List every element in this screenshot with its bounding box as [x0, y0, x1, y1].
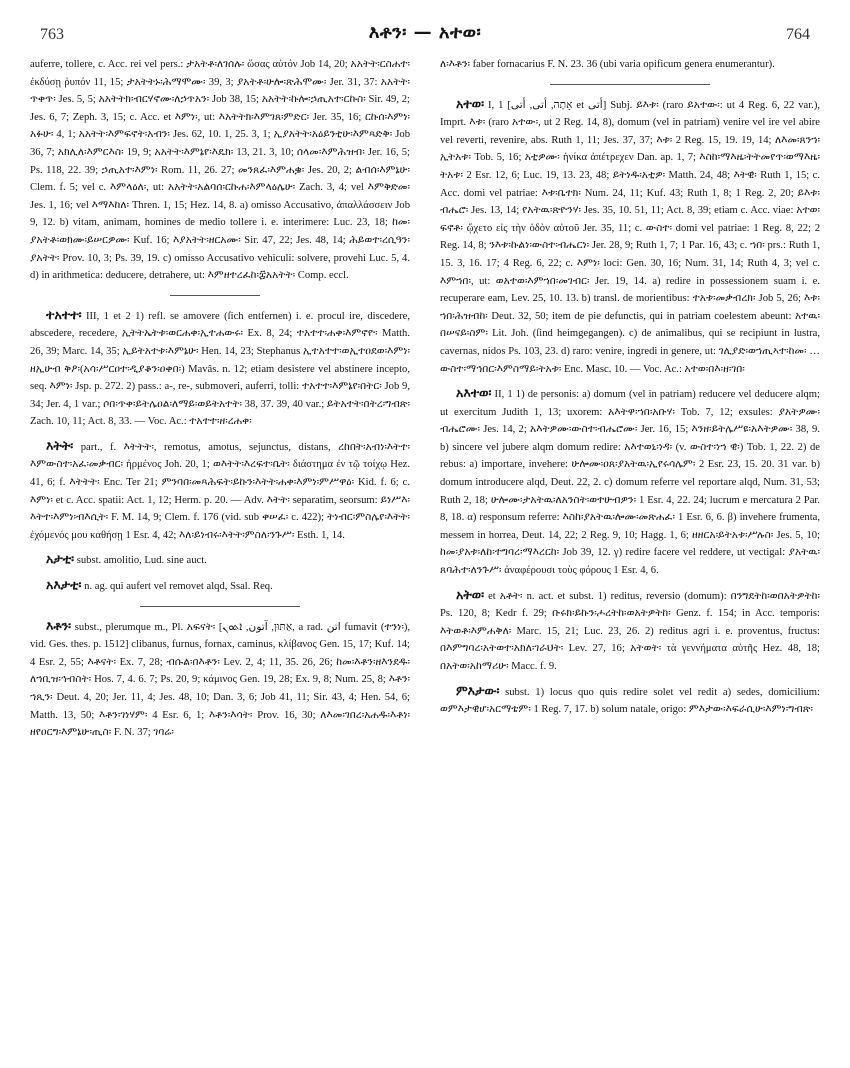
page-header [40, 22, 810, 46]
headword: ተአተተ፡ [46, 306, 82, 322]
entry-text: subst. amolitio, Lud. sine auct. [76, 555, 207, 567]
headword: እቶን፡ [46, 617, 72, 633]
section-divider [550, 84, 710, 85]
dictionary-entry [30, 617, 410, 742]
right-column [440, 54, 820, 1054]
entry-continuation [30, 54, 410, 285]
entry-text: n. ag. qui aufert vel removet alqd, Ssal. Req. [84, 581, 273, 593]
entry-text: et አቶት፡ n. act. et subst. 1) reditus, reversio (domum): በንግደትከ፡ወበአትዎትከ፡ Ps. 120, 8; Kedr f. 29; ቡሩክ፡ይኩን፡ሖረትከ፡ወአትዎትከ፡ Genz. f. 154; in Acc. temporis: እትወቶ፡እምሐቅለ፡ Marc. 15, 21; Luc. 23, 26. 2) reditus agri i. e. proventus, fructus: በእምግባረ፡አትወተ፡አክለ፡ገራህት፡ Lev. 27, 16; አትወት፡ τὰ γεννήματα αὐτῆς Hez. 48, 18; በአትወ፡አከማሪሁ፡ Macc. f. 9. [440, 590, 820, 672]
dictionary-entry [30, 306, 410, 431]
dictionary-entry [30, 576, 410, 596]
headword: አተወ፡ [456, 95, 485, 111]
entry-continuation [440, 54, 820, 74]
headword: እትት፡ [46, 437, 74, 453]
right-page-number: 764 [786, 26, 810, 43]
entry-text: III, 1 et 2 1) refl. se amovere (ſich entfernen) i. e. procul ire, discedere, abscedere, recedere, ኢትትኤትቱ፡ወርሐቀ፡ኢተሐውሩ፡ Ex. 8, 24; ተአተተ፡ሐቀ፡እምኖዮ፡ Matth. 26, 39; Marc. 14, 35; ኢይትአተቱ፡እምኔሁ፡ Hen. 14, 23; Stephanus ኢተአተተ፡ወኢተዐደወ፡እምነ፡ዘኢሁብ ቅዖ፡(አሳ፡ሥርዐተ፡ዲያቆን፡ዐቀበ፡) Mavâs. n. 12; etiam desistere vel abstinere incepto, seq. እምነ፡ Jsp. p. 272. 2) pass.: a-, re-, submoveri, auferri, tolli: ተአተተ፡እምኔየ፡በትር፡ Job 9, 34; Jer. 4, 1 var.; ሶበ፡ጥቀ፡ይትሌዐል፡ለማይ፡ወይትአተት፡ 38, 37. 39, 40 var.; ይትአተት፡በትረ፡ግብጽ፡ Zach. 10, 11; Act. 8, 33. — Voc. Ac.: ተአተተ፡ዘ፡ረሐቀ፡ [30, 310, 410, 428]
headword: አትወ፡ [456, 586, 485, 602]
headword: ምእታው፡ [456, 682, 500, 698]
left-column [30, 54, 410, 1054]
entry-text: ለ፡እቶን፡ faber fornacarius F. N. 23. 36 (ubi varia opificum genera enumerantur). [440, 59, 775, 70]
section-divider [140, 606, 300, 607]
dictionary-entry [30, 437, 410, 545]
dictionary-entry [30, 550, 410, 570]
entry-text: subst., plerumque m., Pl. አፍናት፡ [אַתּוּן, آتون, ܐܬܘܢ, a rad. اتن fumavit (ተንነ፡), vid. Ges. thes. p. 1512] clibanus, furnus, fornax, caminus, κλίβανος Gen. 15, 17; Kuf. 14; 4 Esr. 2, 55; እቶናት፡ Ex. 7, 28; ብሱል፡በእቶን፡ Lev. 2, 4; 11, 35. 26, 26; ከመ፡እቶን፡ዘእንደዱ፡ለኀቢዝ፡ኅብስት፡ Hos. 7, 4. 6. 7; Ps. 20, 9; κάμινος Gen. 19, 28; Ex. 9, 8; Num. 25, 8; እቶን፡ኀጺን፡ Deut. 4, 20; Jer. 11, 4; Jes. 48, 10; Dan. 3, 6; Job 41, 11; Sir. 43, 4; Hen. 54, 6; Matth. 13, 50; እቶን፡ገነሃም፡ 4 Esr. 6, 1; እቶን፡እሳት፡ Prov. 16, 30; ለእመ፡ገበረ፡አሐዱ፡እቶነ፡ዘየዐርግ፡እምኔሁ፡ጢስ፡ F. N. 37; ገባሬ፡ [30, 621, 410, 739]
headword: አታቲ፡ [46, 551, 75, 567]
entry-text: part., f. እትትት፡, remotus, amotus, sejunctus, distans, ረከበት፡አብነ፡እትተ፡እምውስተ፡አፈ፡መቃብር፡ ἠρμένος Joh. 20, 1; ወእትት፡እረፍተ፡ቤት፡ διάστημα ἐν τῷ τοίχῳ Hez. 41, 6; f. እትትት፡ Enc. Ter 21; ምንባበ፡መጻሕፍት፡ይኩን፡እትት፡ሐቀ፡እምነ፡ምሥዋዕ፡ Kid. f. 6; c. እምነ፡ et c. Acc. spatii: Act. 1, 12; Herm. p. 20. — Adv. እትት፡ separatim, seorsum: ይነሥእ፡እትተ፡እምነ፡ብእሲት፡ F. M. 14, 9; Clem. f. 176 (vid. sub ቀሠፈ፡ c. 422); ትነብር፡ምስሌየ፡እትት፡ ἐχόμενός μου καθήσῃ 1 Esr. 4, 42; እለ፡ይነብሩ፡እትት፡ምስለ፡ንጉሥ፡ Esth. 1, 14. [30, 441, 410, 541]
headword: አእታቲ፡ [46, 577, 82, 593]
dictionary-entry [440, 95, 820, 379]
entry-text: I, 1 [אָתָה, أتى, أتى et أتى] Subj. ይእቱ፡ (raro ይአተው፡: ut 4 Reg. 6, 22 var.), Imprt. እቱ፡ (raro አተው፡, ut 2 Reg. 14, 8), domum (vel in patriam) venire vel ire vel abire vel reverti, revenire, abs. Ruth 1, 11; Jes. 37, 37; እቱ፡ 2 Reg. 15, 19. 19, 14; ለእመ፡ጸንኀ፡ኢትአቱ፡ Tob. 5, 16; አቲዎሙ፡ ἡνίκα ἀπέτρεχεν Dan. ap. 1, 7; እስከ፡ማእዜ፡ትትመየጥ፡ወማእዜ፡ትአቱ፡ 2 Esr. 12, 6; Luc. 19, 13. 23, 48; ይትነዱ፡አቲዎ፡ Matth. 24, 48; እትዊ፡ Ruth 1, 15; c. Acc. domi vel patriae: እቱ፡ቤተክ፡ Num. 24, 11; Kuf. 43; Ruth 1, 8; 1 Reg. 2, 20; ይእቱ፡ብሔሮ፡ Jes. 13, 14; የአትዉ፡ጽዮንሃ፡ Jes. 35, 10. 51, 11; Act. 8, 39; etiam c. Acc. viae: አተወ፡ፍኖቶ፡ ᾤχετο εἰς τὴν ὁδὸν αὐτοῦ Jer. 35, 11; c. ውስተ፡ domi vel patriae: 1 Reg. 8, 22; 2 Reg. 14, 8; ንእቱ፡ኩልነ፡ውስተ፡ብሔርነ፡ Jer. 28, 9; Ruth 1, 7; 1 Par. 16, 43; c. ኀበ፡ prs.: Ruth 1, 15. 3, 16. 17; 4 Reg. 6, 22; c. እምነ፡ loci: Gen. 30, 16; Num. 31, 14; Ruth 4, 3; vel c. እምኀበ፡, ut: ወአተወ፡እምኀበ፡መገብር፡ Jer. 19, 14. a) redire in possessionem suam i. e. recuperare eam, Lev. 25, 10. 13. b) transl. de morientibus: ተአቱ፡መቃብረክ፡ Job 5, 26; እቱ፡ኀበ፡ሕዝብከ፡ Deut. 32, 50; item de pie defunctis, qui in patriam coelestem abeunt: አተዉ፡በሠናይ፡ስም፡ Lit. Joh. (ſind heimgegangen). c) de animalibus, qui se recipiunt in lustra, cavernas, nidos Ps. 103, 23. d) raro: venire, ingredi in genere, ut: ገሊያድ፡ወኀጢኣተ፡ከመ፡ … ውስተ፡ማኅበር፡እምስማይ፡ትአቱ፡ Enc. Masc. 10. — Voc. Ac.: አተወ፡በእ፡ዘ፡ገበ፡ [440, 99, 820, 375]
dictionary-entry [440, 682, 820, 719]
dictionary-entry [440, 586, 820, 676]
entry-text: subst. 1) locus quo quis redire solet vel redit a) sedes, domicilium: ወምእታዊሆ፡አርማቴም፡ 1 Reg. 7, 17. b) solum natale, origo: ምእታው፡እፍራሲሁ፡እምነ፡ግብጽ፡ [440, 686, 820, 716]
left-page-number: 763 [40, 26, 64, 43]
dictionary-entry [440, 384, 820, 580]
entry-text: auferre, tollere, c. Acc. rei vel pers.: ታአትቶ፡ለገሰሉ፡ ὥσας αὐτόν Job 14, 20; አአትት፡ርስሐተ፡ ἐκδύσῃ ῥυπόν 11, 15; ታአትትኑ፡ሕማሞሙ፡ 39, 3; ያአትቶ፡ሁሎ፡ጽሕሞሙ፡ Jer. 31, 37: አአትት፡ጥቀጥ፡ Jes. 5, 5; አአትትክ፡ብርሃኖሙ፡ለኃጥአን፡ Job 38, 15; አአትት፡ኩሎ፡ኃጢአተ፡ርኩስ፡ Sir. 49, 2; Jes. 6, 7; Zeph. 3, 15; c. Acc. et እምነ፡, ut: እአትትክ፡እምገጸ፡ምድር፡ Jer. 35, 16; ርኩሰ፡እምነ፡አፉሁ፡ 4, 1; አአትት፡እምፍኖት፡አብን፡ Jes. 62, 10. 1, 25. 3, 1; ኢያአትት፡አዕይንቲሁ፡እምጻድቅ፡ Job 36, 7; አክሊለ፡እምርእስ፡ 19, 9; አአትት፡እምኔየ፡እዴክ፡ 13, 21. 3, 10; ሰላመ፡እምሕዝብ፡ Jer. 16, 5; Ps. 118, 22. 39; ኃጢአተ፡እምነ፡ Rom. 11, 26. 27; መንጸፈ፡እምሐቌ፡ Jes. 20, 2; ልብሰ፡እምኔሁ፡ Clem. f. 5; vel c. እምላዕለ፡, ut: አአትት፡አልባሰ፡ርኩሐ፡እምላዕሌሁ፡ Zach. 3, 4; vel እምቅድመ፡ Jes. 1, 16; vel እማእከለ፡ Thren. 1, 15; Hez. 14, 8. a) omisso Accusativo, ἀπαλλάσσειν Job 9, 12. b) vitam, animam, homines de medio tollere i. e. interimere: Luc. 23, 18; ከመ፡ያአትቶ፡ወክሙ፡ይሠርዎሙ፡ Kuf. 16; እያአትት፡ዘርአሙ፡ Sir. 47, 22; Jes. 48, 14; ሕይወተ፡ረሲዓን፡ያአትት፡ Prov. 10, 3; Ps. 39, 19. c) omisso Accusativo vehiculi: solvere, provehi Luc. 5, 4. d) in arithmetica: deducere, detrahere, ut: እምዘተረፈከ፡፰አአትት፡ Comp. eccl. [30, 59, 410, 282]
entry-divider [170, 295, 260, 296]
entry-text: II, 1 1) de personis: a) domum (vel in patriam) reducere vel deducere alqm; ut exercitum Judith 1, 13; uxorem: አእትዋ፡ኀበ፡አቡሃ፡ Tob. 7, 12; exsules: ያአትዎሙ፡ብሔሮሙ፡ Jes. 14, 2; አእትዎሙ፡ውስተ፡ብሔሮሙ፡ Jer. 16, 15; እንዘ፡ይትሌሥዩ፡አእትዎሙ፡ 38, 9. b) sincere vel jubere alqm domum redire: አእተወኒ፡ነዳ፡ (v. ውስተ፡ነኀ ዊ፡) Tob. 1, 22. 2) de rebus: a) importare, invehere: ሁሎሙ፡ዐጸ፡ያአትዉ፡ኢየሩሳሌም፡ 2 Esr. 23, 15. 20. 31 var. b) domum introducere alqd, Deut. 22, 2. c) domum referre vel reportare alqd, Num. 31, 53; Ruth 2, 18; ሁሎሙ፡ታአትዉ፡ለአንስት፡ወተሁብዎን፡ 1 Esr. 4, 22. 24; lucrum e mercatura 2 Par. 8, 18. α) responsum referre: እስከ፡ያአትዉ፡ሎሙ፡መጽሐፈ፡ 1 Esr. 6, 6. β) invehere frumenta, messem in horrea, Deut. 14, 22; 2 Reg. 9, 10; Hagg. 1, 6; ዘዘርአ፡ይትአቱ፡ሥሉስ፡ Jes. 5, 10; ከመ፡ያአቱ፡ለከ፡ተግባረ፡ማእረርከ፡ Job 39, 12. γ) redire facere vel reddere, ut vectigal: ያአትዉ፡ጸባሕተ፡ለንጉሥ፡ ἀναφέρουσι τοὺς φόρους 1 Esr. 4, 6. [440, 389, 820, 577]
headword: አእተወ፡ [456, 385, 492, 401]
running-title: እቶን፡ — አተወ፡ [368, 22, 482, 43]
